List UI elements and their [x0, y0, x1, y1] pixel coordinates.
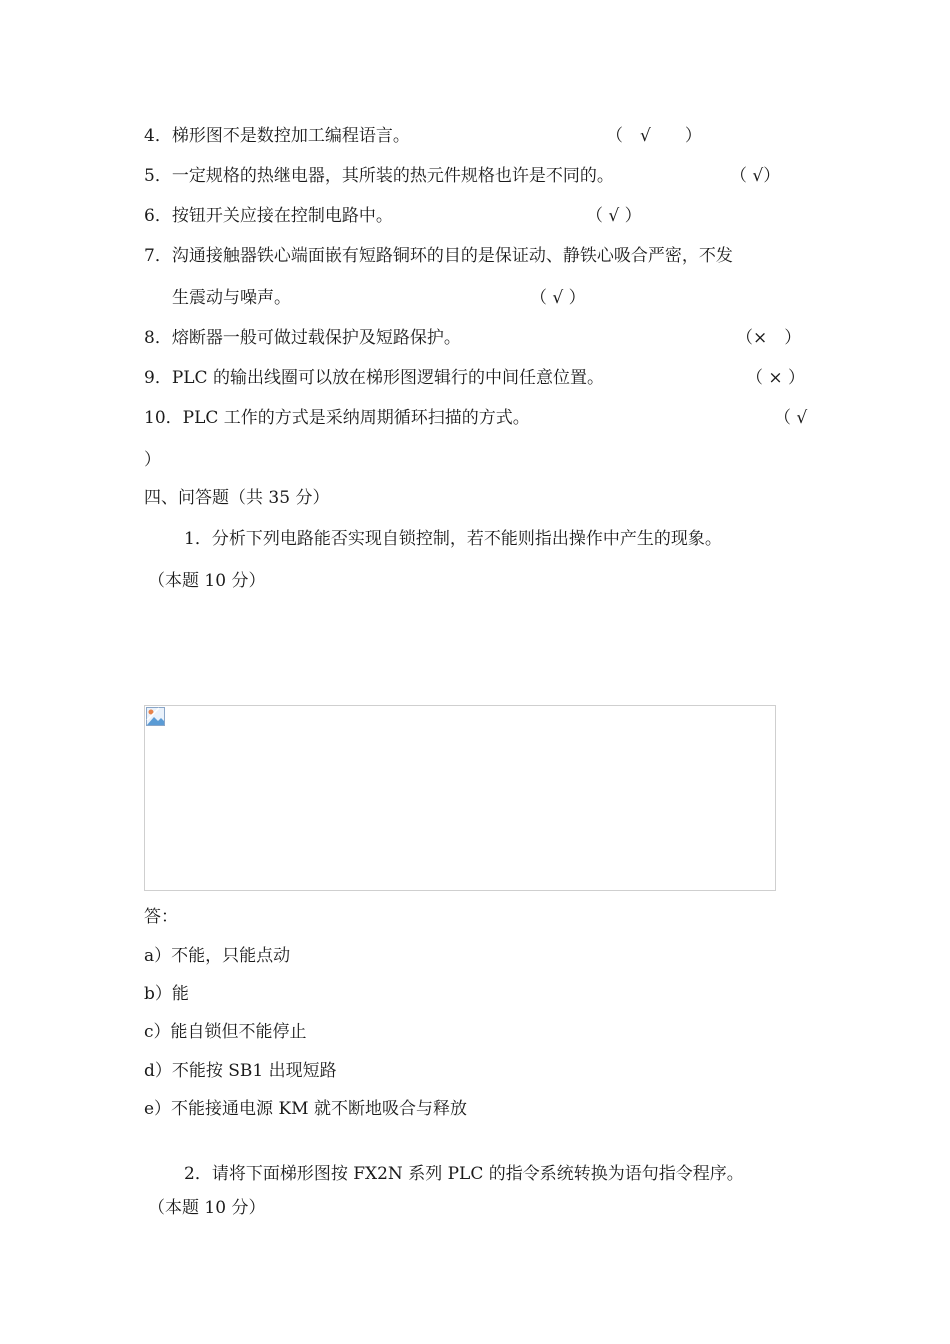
item-8-mark: （× ） — [736, 328, 802, 348]
answer-option-a: a）不能，只能点动 — [144, 946, 291, 966]
item-9-text: 9．PLC 的输出线圈可以放在梯形图逻辑行的中间任意位置。 — [144, 368, 604, 388]
answer-option-b: b）能 — [144, 984, 189, 1004]
item-6-mark: （ √ ） — [586, 206, 642, 226]
item-8-text: 8．熔断器一般可做过载保护及短路保护。 — [144, 328, 461, 348]
q1-text: 1．分析下列电路能否实现自锁控制，若不能则指出操作中产生的现象。 — [184, 529, 722, 549]
item-9-mark: （ × ） — [746, 368, 806, 388]
item-5-mark: （ √） — [730, 166, 781, 186]
q1-score: （本题 10 分） — [148, 571, 266, 591]
item-4-text: 4．梯形图不是数控加工编程语言。 — [144, 126, 410, 146]
item-5-text: 5．一定规格的热继电器，其所装的热元件规格也许是不同的。 — [144, 166, 614, 186]
q2-score: （本题 10 分） — [148, 1198, 266, 1218]
circuit-image-placeholder — [144, 705, 776, 891]
answer-option-d: d）不能按 SB1 出现短路 — [144, 1061, 337, 1081]
item-10-mark-close: ） — [144, 450, 161, 470]
item-4-mark: （ √ ） — [606, 126, 702, 146]
answer-option-e: e）不能接通电源 KM 就不断地吸合与释放 — [144, 1099, 467, 1119]
item-10-mark: （ √ — [774, 408, 808, 428]
q2-text: 2．请将下面梯形图按 FX2N 系列 PLC 的指令系统转换为语句指令程序。 — [184, 1164, 744, 1184]
item-7-continuation: 生震动与噪声。 — [172, 288, 291, 308]
section-heading: 四、问答题（共 35 分） — [144, 488, 330, 508]
item-7-text: 7．沟通接触器铁心端面嵌有短路铜环的目的是保证动、静铁心吸合严密，不发 — [144, 246, 733, 266]
answer-label: 答： — [144, 907, 178, 927]
item-7-mark: （ √ ） — [530, 288, 586, 308]
item-6-text: 6．按钮开关应接在控制电路中。 — [144, 206, 393, 226]
item-10-text: 10．PLC 工作的方式是采纳周期循环扫描的方式。 — [144, 408, 530, 428]
broken-image-icon — [146, 707, 165, 726]
answer-option-c: c）能自锁但不能停止 — [144, 1022, 307, 1042]
